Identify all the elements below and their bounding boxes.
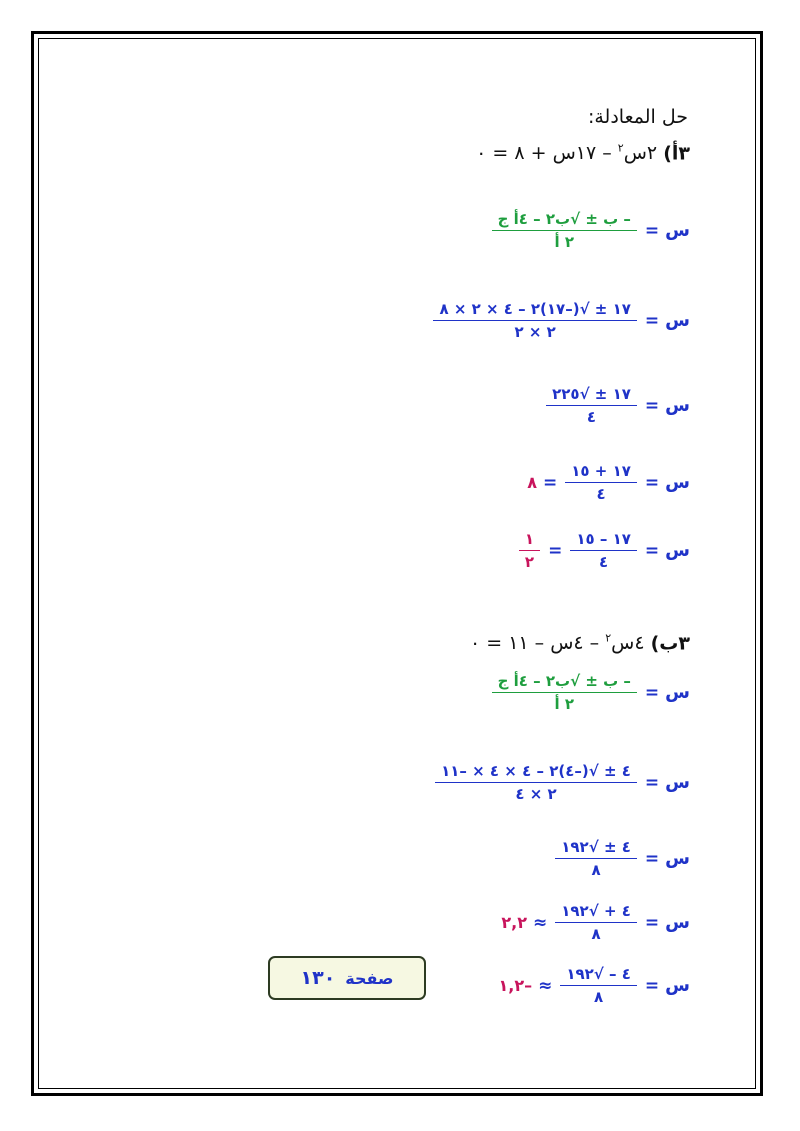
step-fraction (565, 462, 637, 503)
variable: س (665, 472, 690, 493)
equals-sign: = (644, 975, 660, 996)
root-value: ٨ (527, 473, 538, 492)
equals-sign: = (644, 682, 660, 703)
problem-a (476, 142, 690, 164)
step-numerator: ٤ + √١٩٢ (561, 902, 631, 920)
root-denominator: ٢ (519, 550, 540, 571)
step-numerator: ١٧ ± √(–١٧)٢ – ٤ × ٢ × ٨ (439, 300, 631, 318)
equals-sign: = (644, 472, 660, 493)
step-fraction (435, 762, 637, 803)
equals-sign: = (543, 472, 558, 493)
variable: س (665, 975, 690, 996)
equals-sign: = (548, 540, 563, 561)
step-a2 (544, 385, 690, 426)
problem-b-tag: ٣ب) (650, 632, 690, 655)
step-a3 (527, 462, 690, 503)
step-numerator: ١٧ – ١٥ (576, 530, 631, 548)
problem-b-equation: ٤س$^٢$ – ٤س – ١١ = ٠ (469, 632, 645, 655)
equals-sign: = (644, 540, 660, 561)
step-denominator: ٤ (570, 550, 637, 571)
equals-sign: = (644, 220, 660, 241)
formula-b (490, 672, 690, 713)
step-denominator: ٨ (560, 985, 637, 1006)
step-a1 (431, 300, 690, 341)
step-denominator: ٢ × ٤ (435, 782, 637, 803)
variable: س (665, 395, 690, 416)
root-value: –١,٢ (498, 976, 533, 995)
variable: س (665, 220, 690, 241)
problem-a-equation: ٢س$^٢$ – ١٧س + ٨ = ٠ (476, 142, 658, 165)
step-fraction (560, 965, 637, 1006)
equals-sign: = (644, 848, 660, 869)
formula-numerator: – ب ± √ب٢ – ٤أ ج (497, 672, 631, 690)
variable: س (665, 682, 690, 703)
step-a4 (517, 530, 690, 571)
step-b4 (498, 965, 690, 1006)
variable: س (665, 848, 690, 869)
step-denominator: ٤ (565, 482, 637, 503)
page-label: صفحة (345, 968, 394, 988)
step-numerator: ١٧ ± √٢٢٥ (552, 385, 631, 403)
equals-sign: = (644, 395, 660, 416)
page-badge (268, 956, 426, 1000)
formula-a (490, 210, 690, 251)
step-denominator: ٨ (555, 922, 637, 943)
step-denominator: ٢ × ٢ (433, 320, 636, 341)
step-fraction (555, 838, 637, 879)
root-value-fraction (519, 530, 540, 571)
equals-sign: = (644, 772, 660, 793)
equals-sign: = (644, 310, 660, 331)
variable: س (665, 310, 690, 331)
variable: س (665, 540, 690, 561)
step-b1 (433, 762, 690, 803)
quadratic-formula (492, 210, 637, 251)
step-b3 (501, 902, 690, 943)
formula-denominator: ٢ أ (492, 692, 637, 713)
step-fraction (433, 300, 636, 341)
formula-denominator: ٢ أ (492, 230, 637, 251)
step-denominator: ٤ (546, 405, 637, 426)
step-numerator: ١٧ + ١٥ (571, 462, 631, 480)
approx-sign: ≈ (533, 912, 548, 933)
problem-b (470, 632, 690, 654)
formula-numerator: – ب ± √ب٢ – ٤أ ج (497, 210, 631, 228)
step-fraction (546, 385, 637, 426)
step-fraction (570, 530, 637, 571)
step-numerator: ٤ ± √١٩٢ (561, 838, 631, 856)
approx-sign: ≈ (538, 975, 553, 996)
heading: حل المعادلة: (587, 106, 688, 128)
page-number: ١٣٠ (300, 967, 336, 989)
step-fraction (555, 902, 637, 943)
equals-sign: = (644, 912, 660, 933)
quadratic-formula (492, 672, 637, 713)
step-numerator: ٤ ± √(–٤)٢ – ٤ × ٤ × –١١ (441, 762, 631, 780)
variable: س (665, 912, 690, 933)
problem-a-tag: ٣أ) (663, 142, 690, 165)
step-b2 (553, 838, 690, 879)
step-denominator: ٨ (555, 858, 637, 879)
root-value: ٢,٢ (501, 913, 527, 932)
variable: س (665, 772, 690, 793)
step-numerator: ٤ – √١٩٢ (566, 965, 631, 983)
root-numerator: ١ (524, 530, 535, 548)
